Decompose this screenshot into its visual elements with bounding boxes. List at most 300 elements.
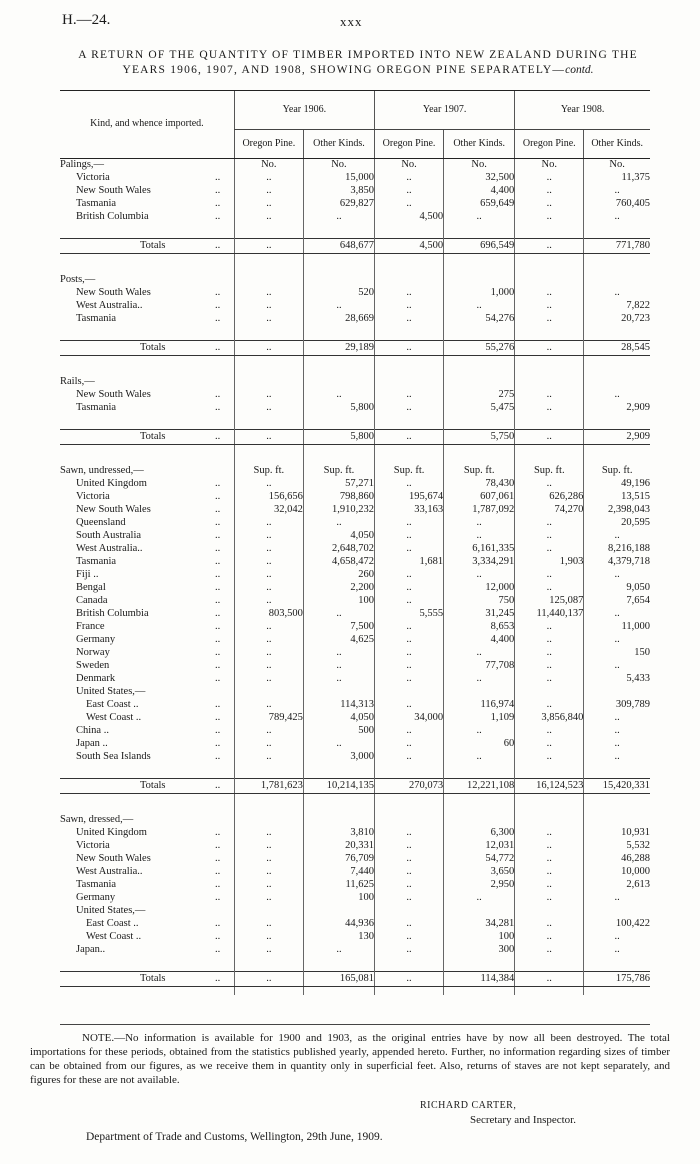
value-cell — [584, 453, 650, 465]
table-row — [60, 198, 650, 211]
year-1908-header: Year 1908. — [515, 91, 650, 130]
kind-label-text: East Coast .. — [86, 918, 139, 930]
value-cell: 2,909 — [584, 402, 650, 415]
leader-dots: .. — [215, 660, 221, 672]
value-cell: 28,545 — [584, 341, 650, 356]
value-cell: .. — [515, 185, 584, 198]
value-cell — [444, 686, 515, 699]
value-cell: .. — [234, 660, 303, 673]
spacer-row — [60, 254, 650, 263]
spacer-row — [60, 957, 650, 972]
kind-label — [60, 530, 234, 543]
leader-dots: .. — [215, 779, 221, 791]
value-cell — [444, 814, 515, 827]
value-cell — [375, 957, 444, 972]
table-row — [60, 402, 650, 415]
value-cell — [584, 326, 650, 341]
value-cell: .. — [303, 660, 374, 673]
value-cell — [303, 764, 374, 779]
value-cell: 10,000 — [584, 866, 650, 879]
spacer-row — [60, 445, 650, 454]
value-cell — [515, 445, 584, 454]
value-cell: .. — [515, 300, 584, 313]
kind-label-text: Totals — [140, 239, 166, 251]
value-cell: .. — [375, 931, 444, 944]
value-cell: .. — [375, 341, 444, 356]
leader-dots: .. — [215, 402, 221, 414]
value-cell: .. — [234, 389, 303, 402]
value-cell: 607,061 — [444, 491, 515, 504]
kind-label — [60, 415, 234, 430]
table-row — [60, 543, 650, 556]
value-cell: .. — [375, 543, 444, 556]
value-cell: .. — [515, 931, 584, 944]
table-row — [60, 827, 650, 840]
leader-dots: .. — [215, 341, 221, 353]
value-cell — [234, 764, 303, 779]
value-cell: 15,420,331 — [584, 779, 650, 794]
value-cell: No. — [234, 159, 303, 173]
value-cell: .. — [375, 569, 444, 582]
value-cell: .. — [584, 608, 650, 621]
kind-label — [60, 356, 234, 365]
leader-dots: .. — [215, 543, 221, 555]
value-cell: .. — [375, 751, 444, 764]
value-cell: 520 — [303, 287, 374, 300]
value-cell — [303, 814, 374, 827]
kind-label-text: New South Wales — [76, 853, 151, 865]
kind-label — [60, 504, 234, 517]
value-cell — [584, 957, 650, 972]
kind-label-text: New South Wales — [76, 287, 151, 299]
value-cell — [515, 415, 584, 430]
value-cell: .. — [444, 211, 515, 224]
kind-label — [60, 465, 234, 478]
kind-label — [60, 313, 234, 326]
value-cell: 11,375 — [584, 172, 650, 185]
value-cell — [234, 445, 303, 454]
table-row — [60, 504, 650, 517]
value-cell — [584, 262, 650, 274]
value-cell: .. — [515, 198, 584, 211]
value-cell: .. — [584, 634, 650, 647]
value-cell: .. — [234, 287, 303, 300]
value-cell: 13,515 — [584, 491, 650, 504]
value-cell — [303, 453, 374, 465]
kind-label — [60, 699, 234, 712]
value-cell: 2,648,702 — [303, 543, 374, 556]
kind-label — [60, 430, 234, 445]
value-cell: 4,379,718 — [584, 556, 650, 569]
value-cell: .. — [375, 621, 444, 634]
value-cell: .. — [584, 185, 650, 198]
kind-label — [60, 794, 234, 803]
value-cell: .. — [303, 300, 374, 313]
value-cell — [584, 686, 650, 699]
value-cell: 5,800 — [303, 402, 374, 415]
value-cell — [444, 274, 515, 287]
kind-label — [60, 478, 234, 491]
value-cell: .. — [303, 389, 374, 402]
value-cell: .. — [584, 725, 650, 738]
value-cell: .. — [375, 972, 444, 987]
kind-label-text: Palings,— — [60, 159, 105, 171]
dateline: Department of Trade and Customs, Wellington, 29th June, 1909. — [86, 1131, 383, 1143]
value-cell: 54,772 — [444, 853, 515, 866]
value-cell — [444, 415, 515, 430]
value-cell — [303, 802, 374, 814]
leader-dots: .. — [215, 478, 221, 490]
value-cell: .. — [444, 569, 515, 582]
value-cell — [234, 814, 303, 827]
kind-label-text: South Australia — [76, 530, 142, 542]
value-cell — [444, 326, 515, 341]
value-cell: 260 — [303, 569, 374, 582]
value-cell: 750 — [444, 595, 515, 608]
value-cell: .. — [234, 543, 303, 556]
value-cell: .. — [234, 892, 303, 905]
footnote: NOTE.—No information is available for 1900 and 1903, as the original entries have by now all been destroyed. The total importations for these periods, obtained from the statistics published yearly, appended hereto. Further, no information regarding sizes of timber can be obtained from our figures, as we receive them in quantity only in superficial feet. Also, returns of staves are not kept separately, and figures for these are not available. — [30, 1032, 670, 1086]
kind-label — [60, 905, 234, 918]
value-cell — [375, 415, 444, 430]
value-cell — [234, 794, 303, 803]
value-cell: .. — [234, 673, 303, 686]
value-cell — [584, 814, 650, 827]
value-cell: No. — [584, 159, 650, 173]
value-cell — [515, 376, 584, 389]
value-cell: 300 — [444, 944, 515, 957]
value-cell: .. — [515, 402, 584, 415]
value-cell: 76,709 — [303, 853, 374, 866]
value-cell: 33,163 — [375, 504, 444, 517]
kind-label-text: South Sea Islands — [76, 751, 151, 763]
totals-row — [60, 972, 650, 987]
value-cell: .. — [234, 402, 303, 415]
value-cell: 8,216,188 — [584, 543, 650, 556]
leader-dots: .. — [215, 673, 221, 685]
spacer-row — [60, 987, 650, 996]
value-cell — [234, 987, 303, 996]
value-cell — [515, 794, 584, 803]
value-cell — [444, 376, 515, 389]
value-cell: 5,475 — [444, 402, 515, 415]
value-cell: .. — [515, 172, 584, 185]
value-cell: .. — [444, 530, 515, 543]
subgroup-row — [60, 686, 650, 699]
value-cell: 165,081 — [303, 972, 374, 987]
value-cell: 4,400 — [444, 634, 515, 647]
value-cell: 114,313 — [303, 699, 374, 712]
value-cell: .. — [584, 931, 650, 944]
value-cell: .. — [444, 300, 515, 313]
kind-label-text: Tasmania — [76, 198, 117, 210]
value-cell: .. — [375, 853, 444, 866]
value-cell — [234, 356, 303, 365]
value-cell — [234, 905, 303, 918]
kind-label — [60, 172, 234, 185]
value-cell: .. — [375, 725, 444, 738]
value-cell: 7,440 — [303, 866, 374, 879]
value-cell: .. — [584, 389, 650, 402]
value-cell: .. — [234, 647, 303, 660]
kind-label — [60, 647, 234, 660]
value-cell: 20,331 — [303, 840, 374, 853]
leader-dots: .. — [215, 430, 221, 442]
section-gap — [60, 453, 650, 465]
value-cell: .. — [375, 595, 444, 608]
value-cell: .. — [234, 239, 303, 254]
value-cell: .. — [375, 517, 444, 530]
leader-dots: .. — [215, 389, 221, 401]
value-cell — [234, 802, 303, 814]
value-cell: 5,555 — [375, 608, 444, 621]
section-heading-row — [60, 465, 650, 478]
value-cell: .. — [375, 389, 444, 402]
value-cell: 4,500 — [375, 239, 444, 254]
leader-dots: .. — [215, 313, 221, 325]
value-cell: .. — [515, 634, 584, 647]
kind-label-text: East Coast .. — [86, 699, 139, 711]
leader-dots: .. — [215, 211, 221, 223]
value-cell: .. — [515, 569, 584, 582]
value-cell: .. — [584, 530, 650, 543]
value-cell — [515, 987, 584, 996]
leader-dots: .. — [215, 239, 221, 251]
value-cell: .. — [303, 738, 374, 751]
kind-label — [60, 517, 234, 530]
kind-label-text: France — [76, 621, 105, 633]
subgroup-row — [60, 905, 650, 918]
table-row — [60, 300, 650, 313]
value-cell: 4,400 — [444, 185, 515, 198]
value-cell: .. — [375, 699, 444, 712]
kind-label — [60, 892, 234, 905]
kind-label-text: West Coast .. — [86, 712, 142, 724]
value-cell: .. — [303, 211, 374, 224]
leader-dots: .. — [215, 556, 221, 568]
value-cell: .. — [375, 582, 444, 595]
kind-label — [60, 569, 234, 582]
kind-label — [60, 972, 234, 987]
value-cell: .. — [234, 517, 303, 530]
kind-label-text: Queensland — [76, 517, 126, 529]
spacer-row — [60, 326, 650, 341]
value-cell: 2,398,043 — [584, 504, 650, 517]
value-cell: .. — [375, 172, 444, 185]
value-cell: .. — [375, 478, 444, 491]
value-cell: 34,000 — [375, 712, 444, 725]
table-row — [60, 634, 650, 647]
table-row — [60, 853, 650, 866]
kind-label — [60, 634, 234, 647]
kind-label-text: China .. — [76, 725, 109, 737]
value-cell: .. — [584, 660, 650, 673]
value-cell: .. — [234, 172, 303, 185]
value-cell: .. — [515, 478, 584, 491]
value-cell: 275 — [444, 389, 515, 402]
value-cell: .. — [515, 239, 584, 254]
value-cell: 1,910,232 — [303, 504, 374, 517]
signatory-title: Secretary and Inspector. — [470, 1114, 576, 1126]
value-cell: .. — [234, 853, 303, 866]
value-cell: 11,625 — [303, 879, 374, 892]
value-cell: .. — [515, 840, 584, 853]
kind-label — [60, 866, 234, 879]
value-cell — [515, 686, 584, 699]
value-cell: No. — [375, 159, 444, 173]
value-cell: 1,681 — [375, 556, 444, 569]
value-cell: 2,950 — [444, 879, 515, 892]
kind-label-text: Germany — [76, 634, 116, 646]
value-cell: .. — [375, 738, 444, 751]
kind-label — [60, 686, 234, 699]
value-cell: 15,000 — [303, 172, 374, 185]
value-cell: .. — [584, 287, 650, 300]
value-cell: 2,200 — [303, 582, 374, 595]
kind-label — [60, 287, 234, 300]
value-cell — [303, 415, 374, 430]
table-row — [60, 621, 650, 634]
value-cell: 270,073 — [375, 779, 444, 794]
value-cell: 16,124,523 — [515, 779, 584, 794]
kind-label — [60, 453, 234, 465]
value-cell: .. — [375, 827, 444, 840]
kind-label — [60, 364, 234, 376]
kind-label — [60, 402, 234, 415]
value-cell: 125,087 — [515, 595, 584, 608]
value-cell — [584, 794, 650, 803]
table-row — [60, 530, 650, 543]
value-cell: 789,425 — [234, 712, 303, 725]
oregon-pine-header: Oregon Pine. — [234, 130, 303, 159]
kind-label-text: Japan.. — [76, 944, 106, 956]
value-cell: 5,433 — [584, 673, 650, 686]
kind-label — [60, 725, 234, 738]
value-cell — [444, 356, 515, 365]
value-cell: .. — [234, 931, 303, 944]
value-cell: 100 — [444, 931, 515, 944]
value-cell: .. — [515, 725, 584, 738]
value-cell: .. — [375, 198, 444, 211]
kind-label-text: West Australia.. — [76, 866, 143, 878]
value-cell — [584, 802, 650, 814]
table-row — [60, 608, 650, 621]
kind-label-text: Totals — [140, 430, 166, 442]
value-cell — [584, 224, 650, 239]
value-cell — [584, 274, 650, 287]
kind-label-text: Victoria — [76, 491, 110, 503]
value-cell: .. — [234, 300, 303, 313]
value-cell: 44,936 — [303, 918, 374, 931]
kind-label — [60, 211, 234, 224]
value-cell — [515, 224, 584, 239]
value-cell: 1,787,092 — [444, 504, 515, 517]
spacer-row — [60, 415, 650, 430]
value-cell: .. — [444, 647, 515, 660]
value-cell — [303, 224, 374, 239]
value-cell: .. — [375, 918, 444, 931]
kind-label-text: Totals — [140, 779, 166, 791]
value-cell: .. — [234, 341, 303, 356]
value-cell: .. — [234, 827, 303, 840]
value-cell: .. — [515, 313, 584, 326]
kind-label — [60, 987, 234, 996]
value-cell: .. — [234, 211, 303, 224]
value-cell: .. — [234, 582, 303, 595]
value-cell: .. — [515, 211, 584, 224]
value-cell: .. — [515, 827, 584, 840]
value-cell — [375, 802, 444, 814]
value-cell — [375, 686, 444, 699]
value-cell — [515, 453, 584, 465]
value-cell: 32,042 — [234, 504, 303, 517]
value-cell: 5,800 — [303, 430, 374, 445]
value-cell: 32,500 — [444, 172, 515, 185]
value-cell — [303, 376, 374, 389]
value-cell — [234, 224, 303, 239]
leader-dots: .. — [215, 879, 221, 891]
kind-label — [60, 779, 234, 794]
table-row — [60, 712, 650, 725]
value-cell: .. — [515, 582, 584, 595]
value-cell: .. — [375, 530, 444, 543]
value-cell: .. — [515, 866, 584, 879]
kind-label — [60, 239, 234, 254]
value-cell: 500 — [303, 725, 374, 738]
kind-label-text: West Coast .. — [86, 931, 142, 943]
kind-label — [60, 491, 234, 504]
value-cell: 3,000 — [303, 751, 374, 764]
leader-dots: .. — [215, 582, 221, 594]
leader-dots: .. — [215, 892, 221, 904]
value-cell — [303, 905, 374, 918]
kind-label-text: Denmark — [76, 673, 116, 685]
value-cell — [515, 802, 584, 814]
kind-label-text: New South Wales — [76, 504, 151, 516]
section-heading-row — [60, 814, 650, 827]
kind-label — [60, 582, 234, 595]
value-cell: .. — [303, 673, 374, 686]
value-cell: .. — [375, 673, 444, 686]
kind-label — [60, 326, 234, 341]
value-cell: .. — [234, 478, 303, 491]
kind-label — [60, 918, 234, 931]
value-cell: .. — [234, 879, 303, 892]
kind-label — [60, 262, 234, 274]
kind-label — [60, 445, 234, 454]
value-cell: 11,440,137 — [515, 608, 584, 621]
title-contd: contd. — [565, 64, 594, 76]
kind-label-text: Tasmania — [76, 879, 117, 891]
value-cell — [303, 262, 374, 274]
value-cell — [584, 905, 650, 918]
leader-dots: .. — [215, 738, 221, 750]
kind-label — [60, 738, 234, 751]
value-cell — [375, 814, 444, 827]
value-cell: Sup. ft. — [515, 465, 584, 478]
value-cell: 5,532 — [584, 840, 650, 853]
kind-label-text: Posts,— — [60, 274, 96, 286]
value-cell: .. — [375, 892, 444, 905]
value-cell: .. — [515, 853, 584, 866]
kind-label-text: Tasmania — [76, 402, 117, 414]
kind-label — [60, 621, 234, 634]
value-cell: .. — [515, 517, 584, 530]
spacer-row — [60, 224, 650, 239]
value-cell: 798,860 — [303, 491, 374, 504]
table-row — [60, 478, 650, 491]
value-cell: 150 — [584, 647, 650, 660]
